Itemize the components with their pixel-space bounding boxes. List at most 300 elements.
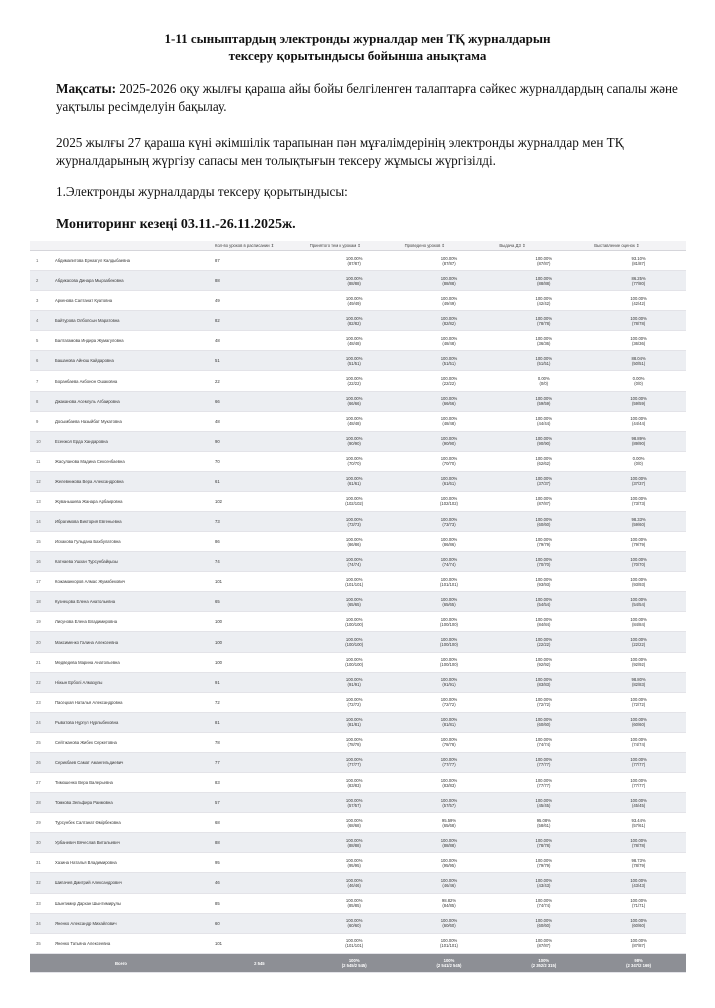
topics-percent [307,572,402,592]
conducted-percent [402,632,497,652]
ratio-value: (22/22) [442,381,456,386]
percent-value: 86.25% [631,275,646,281]
grades-percent [591,351,686,371]
percent-value: 100.00% [440,877,458,883]
conducted-percent [402,471,497,491]
topics-percent [307,833,402,853]
teacher-name: Жуванышева Жанара Арбаировна [52,491,212,511]
teacher-name: Аркенова Салтанат Куатовна [52,291,212,311]
percent-value: 100.00% [440,516,458,522]
ratio-value: (77/77) [442,762,456,768]
percent-value: 100.00% [440,657,458,663]
percent-value: 100.00% [440,275,458,281]
ratio-value: (43/43) [537,882,551,888]
ratio-value: (71/71) [631,903,646,909]
ratio-value: (87/87) [537,501,551,507]
lessons-count: 22 [212,371,307,391]
lessons-count: 100 [212,652,307,672]
row-number: 25 [30,732,52,752]
ratio-value: (95/95) [442,862,456,868]
table-row [30,873,686,893]
percent-value: 100.00% [535,496,553,502]
teacher-name: Кузнецова Елена Анатольевна [52,592,212,612]
percent-value: 100.00% [345,938,363,944]
teacher-name: Серикбаев Самат Амангельдиевич [52,752,212,772]
percent-value: 100.00% [630,877,647,883]
ratio-value: (100/100) [440,662,458,668]
ratio-value: (82/82) [347,320,361,326]
row-number: 8 [30,391,52,411]
ratio-value: (45/45) [537,802,551,808]
percent-value: 100.00% [535,335,553,341]
ratio-value: (65/65) [442,601,456,607]
conducted-percent [402,351,497,371]
homework-percent [496,251,591,271]
topics-percent [307,612,402,632]
percent-value: 100.00% [345,355,363,361]
percent-value: 100.00% [440,416,458,422]
table-row [30,411,686,431]
lessons-count: 66 [212,391,307,411]
percent-value: 100.00% [440,255,458,261]
header-topics[interactable]: Принятого тем к урокам ⇕ [307,241,402,251]
ratio-value: (44/44) [537,421,551,427]
grades-percent [591,913,686,933]
topics-percent [307,873,402,893]
ratio-value: (0/0) [634,381,643,386]
homework-percent [496,371,591,391]
ratio-value: (50/51) [631,360,646,366]
grades-percent [591,752,686,772]
percent-value: 100.00% [345,737,363,743]
percent-value: 100.00% [345,637,363,643]
teacher-name: Пасецкая Наталья Александровна [52,692,212,712]
conducted-percent [402,451,497,471]
lessons-count: 85 [212,893,307,913]
header-grades[interactable]: Выставление оценок ⇕ [591,241,686,251]
homework-percent [496,933,591,953]
header-homework[interactable]: Выдача ДЗ ⇕ [496,241,591,251]
homework-percent [496,291,591,311]
conducted-percent [402,652,497,672]
homework-percent [496,752,591,772]
teacher-name: Джаканова Асемгуль Агбаировна [52,391,212,411]
conducted-percent [402,331,497,351]
percent-value: 100.00% [345,898,363,904]
percent-value: 100.00% [345,616,363,622]
conducted-percent [402,612,497,632]
row-number: 22 [30,672,52,692]
percent-value: 100.00% [440,717,458,723]
percent-value: 100.00% [535,898,553,904]
percent-value: 100.00% [630,476,647,482]
percent-value: 100.00% [440,697,458,703]
table-total-row [30,954,686,973]
teacher-name: Башанова Айнош Кайдаровна [52,351,212,371]
lessons-count: 101 [212,572,307,592]
topics-percent [307,351,402,371]
grades-percent [591,371,686,391]
percent-value: 0.00% [632,456,645,462]
table-row [30,773,686,793]
ratio-value: (100/100) [345,662,364,668]
ratio-value: (100/100) [440,642,458,648]
table-row [30,592,686,612]
teacher-name: Хазина Наталья Владимировна [52,853,212,873]
teacher-name: Ибрагимова Виктория Евгеньевна [52,512,212,532]
ratio-value: (78/78) [631,320,646,326]
conducted-percent [402,572,497,592]
lessons-count: 73 [212,512,307,532]
lessons-count: 100 [212,632,307,652]
ratio-value: (62/62) [537,461,551,467]
lessons-count: 72 [212,692,307,712]
teacher-name: Лисунова Елена Владимировна [52,612,212,632]
ratio-value: (88/88) [537,280,551,286]
percent-value: 100.00% [630,315,647,321]
grades-percent [591,411,686,431]
ratio-value: (81/81) [442,722,456,728]
percent-value: 93.10% [631,255,646,261]
ratio-value: (79/79) [537,541,551,547]
teacher-name: Яненко Александр Михайлович [52,913,212,933]
ratio-value: (60/60) [537,923,551,929]
percent-value: 100.00% [345,376,363,381]
homework-percent [496,431,591,451]
percent-value: 100.00% [630,295,647,301]
percent-value: 100.00% [345,456,363,462]
row-number: 10 [30,431,52,451]
table-row [30,652,686,672]
row-number: 17 [30,572,52,592]
ratio-value: (72/72) [347,702,361,708]
percent-value: 100.00% [535,938,553,944]
ratio-value: (82/82) [442,320,456,326]
homework-percent [496,853,591,873]
percent-value: 100.00% [535,657,553,663]
total-label: Всего [30,954,212,973]
percent-value: 100.00% [630,777,647,783]
homework-percent [496,632,591,652]
ratio-value: (88/88) [347,842,361,848]
row-number: 31 [30,853,52,873]
percent-value: 100.00% [440,295,458,301]
homework-percent [496,532,591,552]
lessons-count: 48 [212,411,307,431]
header-lessons-count[interactable]: Кол-во уроков в расписании ⇕ [212,241,307,251]
conducted-percent [402,732,497,752]
ratio-value: (60/60) [347,923,361,929]
percent-value: 100.00% [440,777,458,783]
ratio-value: (60/60) [537,521,551,527]
ratio-value: (90/90) [442,441,456,447]
ratio-value: (85/85) [347,903,361,909]
grades-percent [591,652,686,672]
conducted-percent [402,552,497,572]
grades-percent [591,512,686,532]
row-number: 9 [30,411,52,431]
percent-value: 100.00% [440,476,458,482]
percent-value: 100.00% [345,416,363,422]
ratio-value: (74/74) [537,903,551,909]
ratio-value: (51/51) [537,360,551,366]
ratio-value: (79/79) [537,862,551,868]
percent-value: 100.00% [345,275,363,281]
lessons-count: 49 [212,291,307,311]
topics-percent [307,732,402,752]
percent-value: 100.00% [345,837,363,843]
percent-value: 100.00% [345,857,363,863]
homework-percent [496,471,591,491]
conducted-percent [402,692,497,712]
percent-value: 100.00% [440,616,458,622]
lessons-count: 68 [212,813,307,833]
ratio-value: (70/70) [537,561,551,567]
row-number: 3 [30,291,52,311]
percent-value: 100.00% [535,677,553,683]
teacher-name: Шипачев Дмитрий Александрович [52,873,212,893]
percent-value: 100.00% [535,918,553,924]
conducted-percent [402,752,497,772]
topics-percent [307,552,402,572]
title-line-2: тексеру қорытындысы бойынша анықтама [228,48,487,63]
table-row [30,491,686,511]
ratio-value: (90/90) [347,441,361,447]
grades-percent [591,251,686,271]
ratio-value: (86/86) [347,541,361,547]
row-number: 19 [30,612,52,632]
percent-value: 100.00% [440,436,458,442]
table-row [30,913,686,933]
homework-percent [496,512,591,532]
ratio-value: (92/92) [631,662,646,668]
lessons-count: 46 [212,873,307,893]
ratio-value: (57/57) [347,802,361,808]
lessons-count: 70 [212,451,307,471]
percent-value: 100.00% [535,315,553,321]
percent-value: 100.00% [345,536,363,542]
lessons-count: 95 [212,853,307,873]
ratio-value: (87/87) [442,260,456,266]
row-number: 16 [30,552,52,572]
lessons-count: 82 [212,311,307,331]
lessons-count: 88 [212,271,307,291]
row-number: 1 [30,251,52,271]
topics-percent [307,371,402,391]
percent-value: 100.00% [535,797,553,803]
percent-value: 100.00% [630,396,647,402]
teacher-name: Жасуланова Мадина Сексенбаевна [52,451,212,471]
conducted-percent [402,873,497,893]
topics-percent [307,391,402,411]
teacher-name: Кожаманкоров Алмас Жумабекович [52,572,212,592]
grades-percent [591,291,686,311]
ratio-value: (45/45) [631,802,646,808]
percent-value: 100.00% [535,476,553,482]
grades-percent [591,672,686,692]
percent-value: 95.59% [441,817,457,823]
table-row [30,933,686,953]
ratio-value: (72/72) [537,702,551,708]
conducted-percent [402,491,497,511]
percent-value: 100.00% [535,516,553,522]
homework-percent [496,913,591,933]
grades-percent [591,873,686,893]
header-conducted[interactable]: Проведено уроков ⇕ [402,241,497,251]
percent-value: 100.00% [345,576,363,582]
percent-value: 100.00% [630,416,647,422]
ratio-value: (70/70) [631,561,646,567]
teacher-name: Искакова Гульдана Бахбулатовна [52,532,212,552]
table-row [30,853,686,873]
percent-value: 100.00% [630,496,647,502]
ratio-value: (90/90) [537,441,551,447]
table-row [30,833,686,853]
ratio-value: (54/54) [537,601,551,607]
row-number: 6 [30,351,52,371]
percent-value: 100.00% [440,396,458,402]
ratio-value: (59/60) [631,521,646,527]
ratio-value: (79/79) [631,541,646,547]
percent-value: 100.00% [535,777,553,783]
ratio-value: (74/74) [442,561,456,567]
lessons-count: 87 [212,251,307,271]
grades-percent [591,793,686,813]
ratio-value: (88/88) [442,280,456,286]
percent-value: 100.00% [630,938,647,944]
grades-percent [591,732,686,752]
percent-value: 100.00% [630,797,647,803]
topics-percent [307,491,402,511]
percent-value: 100.00% [345,757,363,763]
lessons-count: 78 [212,732,307,752]
ratio-value: (66/66) [442,401,456,407]
percent-value: 100.00% [630,556,647,562]
teacher-name: Шынтимир Дархан Шынтимирұлы [52,893,212,913]
total-topics: 100% (2 545/2 545) [307,954,402,973]
percent-value: 100.00% [630,596,647,602]
percent-value: 100.00% [535,637,553,643]
homework-percent [496,311,591,331]
conducted-percent [402,251,497,271]
ratio-value: (78/78) [537,842,551,848]
percent-value: 100.00% [630,335,647,341]
teacher-name: Турсунбек Салтанат Өмірбековна [52,813,212,833]
teacher-name: Абдикасова Динара Мырзабековна [52,271,212,291]
percent-value: 100.00% [535,396,553,402]
percent-value: 100.00% [345,436,363,442]
table-row [30,251,686,271]
row-number: 7 [30,371,52,391]
table-row [30,813,686,833]
percent-value: 100.00% [345,717,363,723]
percent-value: 100.00% [630,576,647,582]
ratio-value: (74/74) [537,742,551,748]
percent-value: 100.00% [440,456,458,462]
title-line-1: 1-11 сыныптардың электронды журналдар мен ТҚ журналдарын [164,31,551,46]
homework-percent [496,451,591,471]
ratio-value: (51/51) [347,360,361,366]
ratio-value: (0/0) [634,461,643,467]
homework-percent [496,411,591,431]
row-number: 12 [30,471,52,491]
topics-percent [307,632,402,652]
ratio-value: (65/65) [347,601,361,607]
ratio-value: (43/43) [631,882,646,888]
grades-percent [591,391,686,411]
percent-value: 88.04% [631,355,646,361]
conducted-percent [402,893,497,913]
topics-percent [307,512,402,532]
ratio-value: (101/101) [440,943,458,949]
lessons-count: 86 [212,532,307,552]
homework-percent [496,873,591,893]
ratio-value: (60/60) [537,722,551,728]
ratio-value: (93/93) [537,581,551,587]
table-row [30,311,686,331]
header-name [52,241,212,251]
ratio-value: (61/61) [442,481,456,487]
teacher-name: Сейтжанова Жибек Серкетовна [52,732,212,752]
ratio-value: (58/61) [537,822,551,828]
header-number [30,241,52,251]
percent-value: 100.00% [630,616,647,622]
percent-value: 100.00% [535,857,553,863]
homework-percent [496,692,591,712]
grades-percent [591,431,686,451]
ratio-value: (77/77) [347,762,361,768]
percent-value: 100.00% [535,596,553,602]
teacher-name: Есенжол Ерда Хандаровна [52,431,212,451]
topics-percent [307,672,402,692]
ratio-value: (87/87) [347,260,361,266]
table-row [30,471,686,491]
percent-value: 93.44% [631,817,646,823]
percent-value: 100.00% [345,697,363,703]
table-row [30,712,686,732]
percent-value: 100.00% [535,275,553,281]
row-number: 2 [30,271,52,291]
percent-value: 0.00% [537,376,550,381]
ratio-value: (72/72) [442,702,456,708]
conducted-percent [402,672,497,692]
ratio-value: (36/36) [537,340,551,346]
ratio-value: (36/36) [631,340,646,346]
percent-value: 100.00% [535,295,553,301]
conducted-percent [402,712,497,732]
ratio-value: (78/79) [631,862,646,868]
homework-percent [496,773,591,793]
row-number: 32 [30,873,52,893]
topics-percent [307,291,402,311]
section-heading: 1.Электронды журналдарды тексеру қорытындысы: [56,184,348,199]
percent-value: 100.00% [440,918,458,924]
percent-value: 100.00% [535,737,553,743]
ratio-value: (22/22) [347,381,361,386]
percent-value: 100.00% [630,837,647,843]
homework-percent [496,793,591,813]
table-row [30,752,686,772]
ratio-value: (93/93) [631,581,646,587]
percent-value: 100.00% [440,757,458,763]
table-row [30,331,686,351]
lessons-count: 65 [212,592,307,612]
conducted-percent [402,371,497,391]
grades-percent [591,692,686,712]
ratio-value: (77/77) [631,762,646,768]
grades-percent [591,451,686,471]
percent-value: 100.00% [535,697,553,703]
